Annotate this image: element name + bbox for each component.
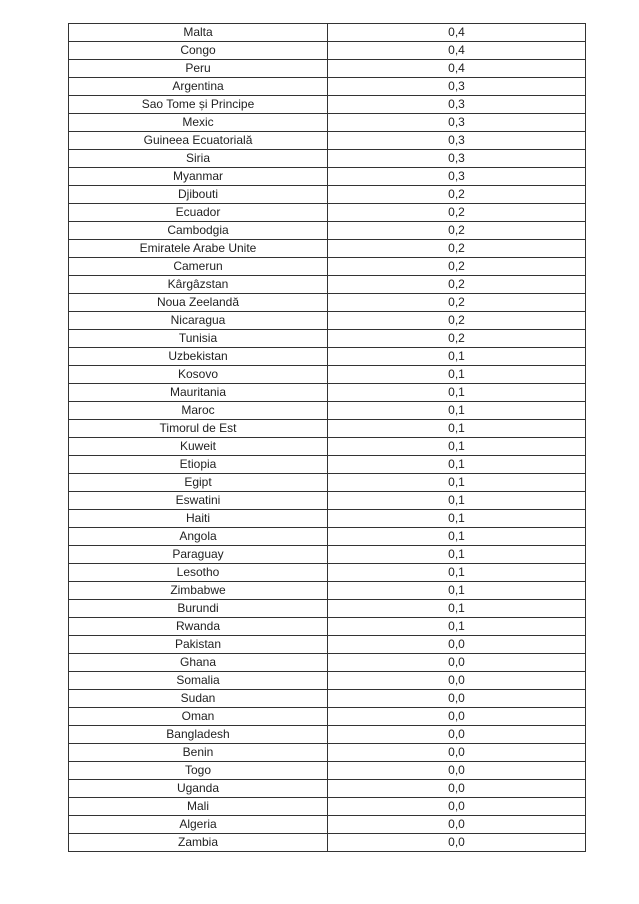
country-cell: Zimbabwe	[69, 582, 328, 600]
value-cell: 0,3	[328, 150, 586, 168]
table-row	[69, 564, 586, 582]
table-row	[69, 744, 586, 762]
table-row	[69, 366, 586, 384]
country-cell: Haiti	[69, 510, 328, 528]
value-cell: 0,1	[328, 384, 586, 402]
country-cell: Etiopia	[69, 456, 328, 474]
country-cell: Pakistan	[69, 636, 328, 654]
table-row	[69, 456, 586, 474]
value-cell: 0,3	[328, 114, 586, 132]
table-row	[69, 420, 586, 438]
country-cell: Nicaragua	[69, 312, 328, 330]
country-cell: Angola	[69, 528, 328, 546]
table-row	[69, 60, 586, 78]
table-row	[69, 330, 586, 348]
value-cell: 0,1	[328, 474, 586, 492]
table-row	[69, 114, 586, 132]
value-cell: 0,0	[328, 672, 586, 690]
table-row	[69, 780, 586, 798]
country-cell: Emiratele Arabe Unite	[69, 240, 328, 258]
table-row	[69, 510, 586, 528]
country-cell: Noua Zeelandă	[69, 294, 328, 312]
table-row	[69, 150, 586, 168]
country-cell: Rwanda	[69, 618, 328, 636]
value-cell: 0,4	[328, 60, 586, 78]
country-cell: Maroc	[69, 402, 328, 420]
country-cell: Ecuador	[69, 204, 328, 222]
country-cell: Benin	[69, 744, 328, 762]
country-cell: Togo	[69, 762, 328, 780]
value-cell: 0,1	[328, 600, 586, 618]
value-cell: 0,0	[328, 744, 586, 762]
country-cell: Djibouti	[69, 186, 328, 204]
country-cell: Malta	[69, 24, 328, 42]
table-row	[69, 78, 586, 96]
country-cell: Peru	[69, 60, 328, 78]
country-cell: Zambia	[69, 834, 328, 852]
table-row	[69, 168, 586, 186]
country-cell: Mexic	[69, 114, 328, 132]
table-row	[69, 726, 586, 744]
country-cell: Sao Tome și Principe	[69, 96, 328, 114]
table-row	[69, 672, 586, 690]
country-cell: Mauritania	[69, 384, 328, 402]
table-row	[69, 834, 586, 852]
table-row	[69, 258, 586, 276]
value-cell: 0,3	[328, 96, 586, 114]
value-cell: 0,1	[328, 348, 586, 366]
table-row	[69, 384, 586, 402]
value-cell: 0,1	[328, 564, 586, 582]
table-row	[69, 294, 586, 312]
table-row	[69, 348, 586, 366]
value-cell: 0,3	[328, 78, 586, 96]
value-cell: 0,0	[328, 726, 586, 744]
country-cell: Guineea Ecuatorială	[69, 132, 328, 150]
table-row	[69, 312, 586, 330]
value-cell: 0,3	[328, 168, 586, 186]
table-row	[69, 798, 586, 816]
country-cell: Siria	[69, 150, 328, 168]
value-cell: 0,1	[328, 546, 586, 564]
table-row	[69, 636, 586, 654]
value-cell: 0,2	[328, 240, 586, 258]
country-cell: Tunisia	[69, 330, 328, 348]
country-cell: Lesotho	[69, 564, 328, 582]
country-cell: Ghana	[69, 654, 328, 672]
country-values-table	[68, 23, 586, 852]
country-cell: Kuweit	[69, 438, 328, 456]
value-cell: 0,0	[328, 708, 586, 726]
table-row	[69, 402, 586, 420]
table-row	[69, 132, 586, 150]
value-cell: 0,0	[328, 762, 586, 780]
country-cell: Myanmar	[69, 168, 328, 186]
table-row	[69, 222, 586, 240]
value-cell: 0,0	[328, 798, 586, 816]
value-cell: 0,4	[328, 42, 586, 60]
country-cell: Paraguay	[69, 546, 328, 564]
country-cell: Kârgâzstan	[69, 276, 328, 294]
country-cell: Bangladesh	[69, 726, 328, 744]
table-row	[69, 42, 586, 60]
country-cell: Sudan	[69, 690, 328, 708]
country-cell: Kosovo	[69, 366, 328, 384]
table-row	[69, 690, 586, 708]
value-cell: 0,1	[328, 366, 586, 384]
table-row	[69, 204, 586, 222]
country-cell: Uzbekistan	[69, 348, 328, 366]
value-cell: 0,2	[328, 186, 586, 204]
country-cell: Somalia	[69, 672, 328, 690]
country-cell: Egipt	[69, 474, 328, 492]
table-row	[69, 582, 586, 600]
table-row	[69, 276, 586, 294]
value-cell: 0,2	[328, 312, 586, 330]
value-cell: 0,1	[328, 456, 586, 474]
value-cell: 0,2	[328, 330, 586, 348]
table-row	[69, 708, 586, 726]
value-cell: 0,0	[328, 834, 586, 852]
table-row	[69, 762, 586, 780]
table-row	[69, 816, 586, 834]
value-cell: 0,1	[328, 438, 586, 456]
country-cell: Congo	[69, 42, 328, 60]
value-cell: 0,2	[328, 204, 586, 222]
value-cell: 0,0	[328, 780, 586, 798]
value-cell: 0,2	[328, 276, 586, 294]
table-row	[69, 186, 586, 204]
table-row	[69, 654, 586, 672]
table-row	[69, 600, 586, 618]
country-cell: Oman	[69, 708, 328, 726]
table-row	[69, 618, 586, 636]
country-cell: Eswatini	[69, 492, 328, 510]
country-cell: Uganda	[69, 780, 328, 798]
table-row	[69, 474, 586, 492]
table-row	[69, 546, 586, 564]
value-cell: 0,1	[328, 510, 586, 528]
table-row	[69, 96, 586, 114]
value-cell: 0,2	[328, 294, 586, 312]
table-row	[69, 24, 586, 42]
country-cell: Timorul de Est	[69, 420, 328, 438]
country-cell: Burundi	[69, 600, 328, 618]
country-cell: Mali	[69, 798, 328, 816]
value-cell: 0,3	[328, 132, 586, 150]
value-cell: 0,1	[328, 402, 586, 420]
value-cell: 0,1	[328, 492, 586, 510]
value-cell: 0,0	[328, 654, 586, 672]
table-row	[69, 492, 586, 510]
country-cell: Algeria	[69, 816, 328, 834]
table-row	[69, 528, 586, 546]
table-row	[69, 240, 586, 258]
value-cell: 0,0	[328, 816, 586, 834]
value-cell: 0,2	[328, 222, 586, 240]
value-cell: 0,1	[328, 582, 586, 600]
value-cell: 0,1	[328, 528, 586, 546]
value-cell: 0,2	[328, 258, 586, 276]
value-cell: 0,4	[328, 24, 586, 42]
value-cell: 0,1	[328, 420, 586, 438]
country-cell: Argentina	[69, 78, 328, 96]
value-cell: 0,1	[328, 618, 586, 636]
country-cell: Camerun	[69, 258, 328, 276]
value-cell: 0,0	[328, 690, 586, 708]
value-cell: 0,0	[328, 636, 586, 654]
table-row	[69, 438, 586, 456]
country-cell: Cambodgia	[69, 222, 328, 240]
